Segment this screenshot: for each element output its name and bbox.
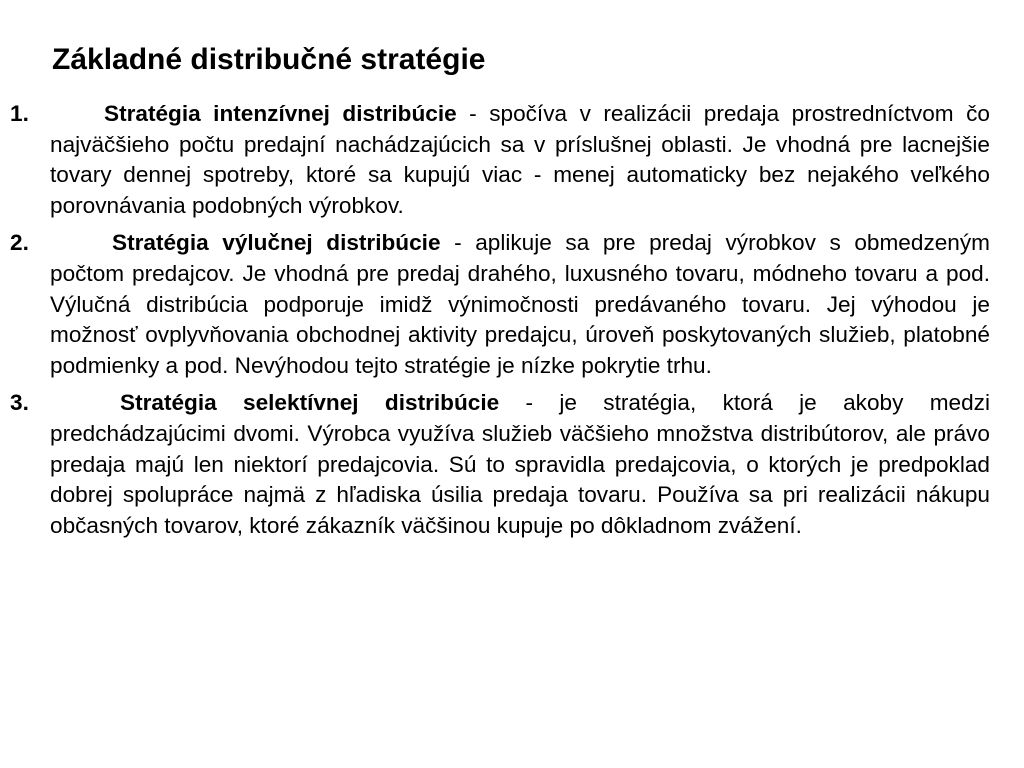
item-body bbox=[50, 388, 990, 541]
item-number: 3. bbox=[10, 390, 29, 416]
strategy-list bbox=[10, 99, 990, 548]
item-number: 1. bbox=[10, 101, 29, 126]
item-body bbox=[50, 228, 990, 381]
item-term: Stratégia intenzívnej distribúcie bbox=[104, 101, 457, 126]
item-text: - aplikuje sa pre predaj výrobkov s obmedzeným počtom predajcov. Je vhodná pre predaj drahého, luxusného tovaru, módneho tovaru a pod. Výlučná distribúcia podporuje imidž výnimočnosti predávaného tovaru. Jej výhodou je možnosť ovplyvňovania obchodnej aktivity predajcu, úroveň poskytovaných služieb, platobné podmienky a pod. Nevýhodou tejto stratégie je nízke pokrytie trhu. bbox=[50, 230, 990, 378]
list-item bbox=[10, 99, 990, 221]
list-item bbox=[10, 388, 990, 541]
item-term: Stratégia selektívnej distribúcie bbox=[120, 390, 500, 416]
slide-title: Základné distribučné stratégie bbox=[52, 43, 486, 76]
item-text: - spočíva v realizácii predaja prostredníctvom čo najväčšieho počtu predajní nachádzajúcich sa v príslušnej oblasti. Je vhodná pre lacnejšie tovary dennej spotreby, ktoré sa kupujú viac - menej automaticky bez nejakého veľkého porovnávania podobných výrobkov. bbox=[50, 101, 990, 218]
item-term: Stratégia výlučnej distribúcie bbox=[112, 230, 441, 256]
list-item bbox=[10, 228, 990, 381]
item-body bbox=[50, 99, 990, 221]
item-text: - je stratégia, ktorá je akoby medzi predchádzajúcimi dvomi. Výrobca využíva služieb väčšieho množstva distribútorov, ale právo predaja majú len niektorí predajcovia. Sú to spravidla predajcovia, o ktorých je predpoklad dobrej spolupráce najmä z hľadiska úsilia predaja tovaru. Používa sa pri realizácii nákupu občasných tovarov, ktoré zákazník väčšinou kupuje po dôkladnom zvážení. bbox=[50, 390, 990, 538]
item-number: 2. bbox=[10, 230, 29, 256]
